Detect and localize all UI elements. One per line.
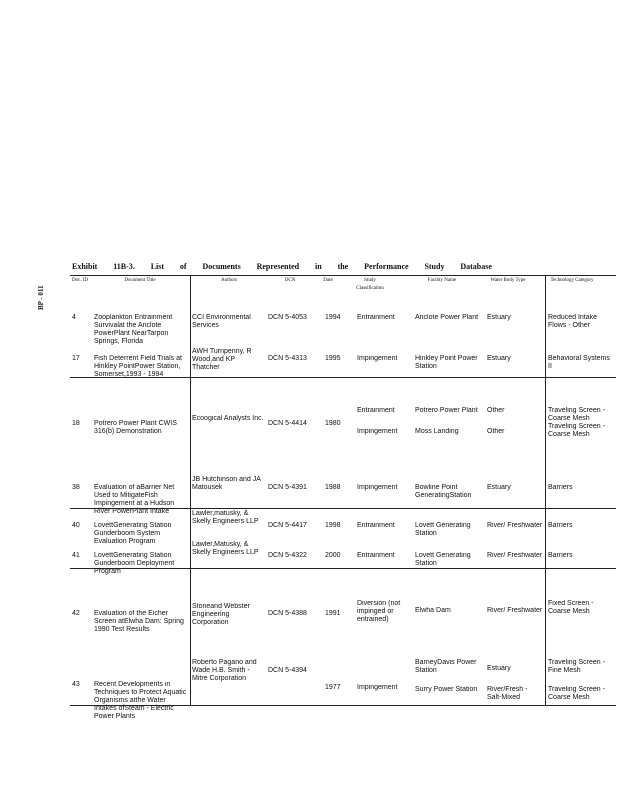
cell-id: 42	[72, 610, 80, 617]
cell-water: River/Fresh - Salt-Mixed	[487, 686, 528, 701]
cell-authors: Ecoogical Analysts Inc.	[192, 415, 264, 422]
cell-water: River/ Freshwater	[487, 522, 543, 529]
cell-facility: Elwha Dam	[415, 607, 451, 614]
cell-authors: Lawler,Matusky, & Skelly Engineers LLP	[192, 541, 259, 556]
cell-date: 1998	[325, 522, 341, 529]
cell-title: Recent Developments in Techniques to Protect Aquatic Organisms atthe Water Intakes ofSteam - Electric Power Plants	[94, 681, 187, 720]
title-word: Documents	[202, 262, 241, 271]
column-divider	[190, 276, 191, 706]
header-tech: Technology Category	[550, 278, 594, 283]
cell-date: 1988	[325, 484, 341, 491]
cell-tech: Barriers	[548, 484, 573, 491]
cell-dcn: DCN 5-4388	[268, 610, 307, 617]
title-word: Represented	[256, 262, 300, 271]
header-study: Study Classification	[356, 278, 384, 291]
cell-tech: Fixed Screen - Coarse Mesh	[548, 600, 594, 615]
cell-facility: Anclote Power Plant	[415, 314, 479, 321]
cell-authors: Roberto Pagano and Wade H.B. Smith - Mitre Corporation	[192, 659, 257, 682]
header-dcn: DCN	[284, 278, 296, 283]
title-word: the	[337, 262, 349, 271]
cell-water: River/ Freshwater	[487, 552, 543, 559]
cell-water: Other	[487, 407, 505, 414]
header-authors: Authors	[220, 278, 238, 283]
title-word: List	[150, 262, 165, 271]
cell-facility: Moss Landing	[415, 428, 459, 435]
cell-title: LovettGenerating Station Gunderboom Deployment Program	[94, 552, 175, 575]
cell-water: Estuary	[487, 665, 511, 672]
cell-id: 17	[72, 355, 80, 362]
cell-id: 40	[72, 522, 80, 529]
title-word: Exhibit	[72, 262, 98, 271]
cell-facility: Bowline Point GeneratingStation	[415, 484, 472, 499]
cell-tech: Barriers	[548, 552, 573, 559]
side-page-label: BP - 011	[37, 285, 45, 310]
cell-facility: Surry Power Station	[415, 686, 478, 693]
cell-water: Estuary	[487, 484, 511, 491]
cell-date: 1995	[325, 355, 341, 362]
cell-facility: Lovett Generating Station	[415, 552, 471, 567]
cell-study: Impingement	[357, 484, 398, 491]
cell-facility: BarneyDavis Power Station	[415, 659, 477, 674]
cell-date: 1991	[325, 610, 341, 617]
cell-tech: Traveling Screen - Fine Mesh	[548, 659, 605, 674]
cell-study: Entrainment	[357, 314, 395, 321]
cell-tech: Behavioral Systems II	[548, 355, 610, 370]
cell-id: 4	[72, 314, 76, 321]
cell-dcn: DCN 5-4053	[268, 314, 307, 321]
cell-facility: Potrero Power Plant	[415, 407, 478, 414]
header-facility: Facility Name	[427, 278, 457, 283]
cell-tech: Barriers	[548, 522, 573, 529]
cell-title: Evaluation of the Eicher Screen atElwha Dam: Spring 1990 Test Results	[94, 610, 184, 633]
cell-id: 38	[72, 484, 80, 491]
cell-study: Entrainment	[357, 552, 395, 559]
header-water: Water Body Type	[490, 278, 526, 283]
cell-dcn: DCN 5-4322	[268, 552, 307, 559]
cell-tech: Reduced Intake Flows - Other	[548, 314, 598, 329]
exhibit-title	[72, 262, 492, 276]
cell-dcn: DCN 5-4414	[268, 420, 307, 427]
title-word: of	[179, 262, 187, 271]
cell-title: Evaluation of aBarrier Net Used to MitigateFish Impingement at a Hudson River PowerPlant Intake	[94, 484, 175, 515]
cell-study: Entrainment	[357, 522, 395, 529]
cell-water: Other	[487, 428, 505, 435]
cell-id: 43	[72, 681, 80, 688]
header-title: Document Title	[124, 278, 156, 283]
header-doc-id: Doc. ID	[71, 278, 89, 283]
title-word: Performance	[364, 262, 409, 271]
cell-id: 41	[72, 552, 80, 559]
title-word: Study	[424, 262, 445, 271]
cell-water: Estuary	[487, 355, 511, 362]
cell-dcn: DCN 5-4394	[268, 667, 307, 674]
title-rule	[70, 275, 616, 276]
cell-facility: Hinkley Point Power Station	[415, 355, 478, 370]
cell-study: Diversion (not impinged or entrained)	[357, 600, 401, 623]
cell-study: Impingement	[357, 684, 398, 691]
cell-study: Entrainment	[357, 407, 395, 414]
cell-date: 1980	[325, 420, 341, 427]
cell-authors: JB Hutchinson and JA Matousek	[192, 476, 261, 491]
cell-tech: Traveling Screen - Coarse Mesh	[548, 423, 605, 438]
title-word: 11B-3.	[113, 262, 135, 271]
cell-date: 2000	[325, 552, 341, 559]
cell-date: 1977	[325, 684, 341, 691]
cell-tech: Traveling Screen - Coarse Mesh	[548, 686, 605, 701]
cell-title: Potrero Power Plant CWIS 316(b) Demonstration	[94, 420, 177, 435]
cell-water: River/ Freshwater	[487, 607, 543, 614]
cell-study: Impingement	[357, 428, 398, 435]
cell-title: Fish Deterrent Field Trials at Hinkley PointPower Station, Somerset,1993 - 1994	[94, 355, 182, 378]
title-word: in	[315, 262, 322, 271]
cell-study: Impingement	[357, 355, 398, 362]
cell-authors: AWH Turnpenny, R Wood,and KP Thatcher	[192, 348, 252, 371]
column-divider	[545, 276, 546, 706]
cell-dcn: DCN 5-4391	[268, 484, 307, 491]
cell-id: 18	[72, 420, 80, 427]
cell-date: 1994	[325, 314, 341, 321]
cell-facility: Lovett Generating Station	[415, 522, 471, 537]
cell-dcn: DCN 5-4313	[268, 355, 307, 362]
cell-water: Estuary	[487, 314, 511, 321]
cell-tech: Traveling Screen - Coarse Mesh	[548, 407, 605, 422]
cell-title: LovettGenerating Station Gunderboom System Evaluation Program	[94, 522, 172, 545]
cell-title: Zooplankton Entrainment Survivalat the Anclote PowerPlant NearTarpon Springs, Florida	[94, 314, 173, 345]
title-word: Database	[460, 262, 492, 271]
cell-dcn: DCN 5-4417	[268, 522, 307, 529]
cell-authors: Lawler,matusky, & Skelly Engineers LLP	[192, 510, 259, 525]
header-date: Date	[323, 278, 333, 283]
cell-authors: Stoneand Webster Engineering Corporation	[192, 603, 250, 626]
cell-authors: CCI Environmental Services	[192, 314, 251, 329]
